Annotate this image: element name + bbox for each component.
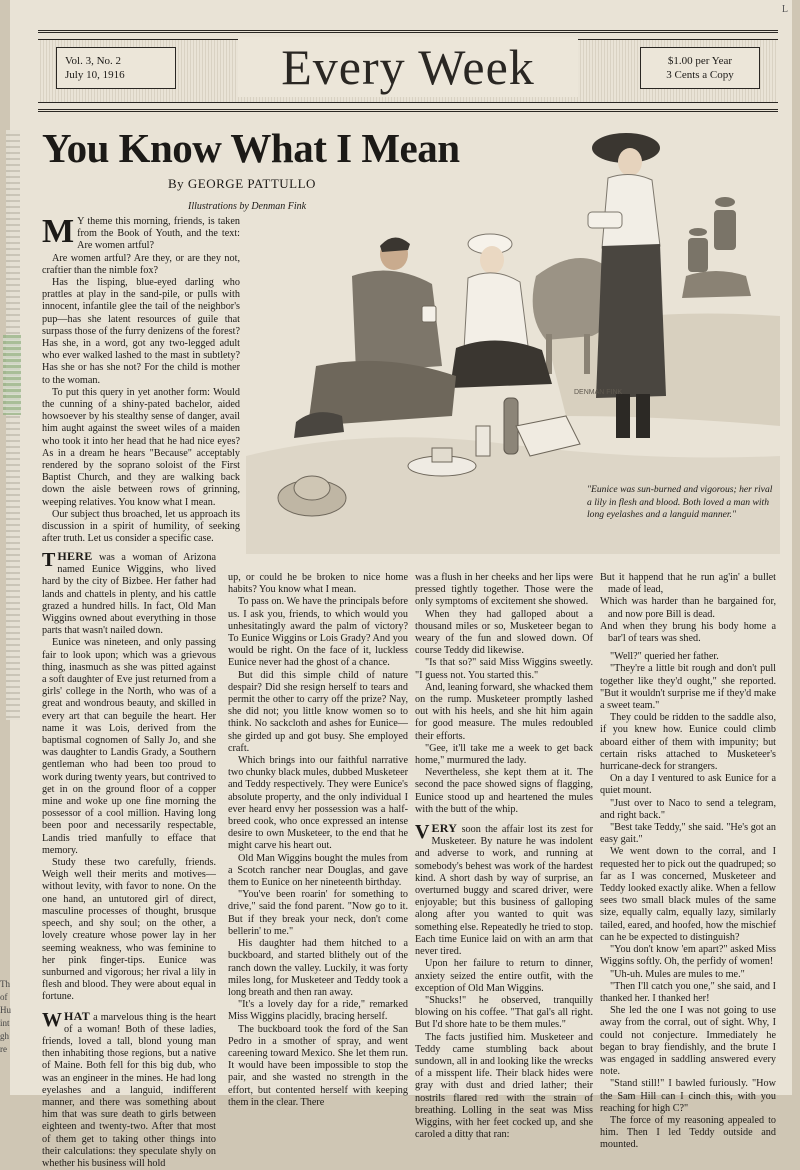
column-1-first-text: was a woman of Arizona named Eunice Wiggins, who lived hard by the city of Bizbee. Her father had lands and chattels in plenty, and his cattle grazed a hundred hills. In fact, Old Man Wiggins owned about everything in those parts that wasn't nailed down.	[42, 552, 216, 637]
column-3-paragraph: "Is that so?" said Miss Wiggins sweetly. "I guess not. You started this."	[415, 657, 593, 681]
column-4-paragraph: They could be ridden to the saddle also, if you knew how. Eunice could climb aboard either of them with impunity; but certain risks attached to Musketeer's hurricane-deck for strangers.	[600, 712, 776, 773]
fragment-line: Hu	[0, 1005, 11, 1015]
column-3-paragraph: Upon her failure to return to dinner, anxiety seized the entire outfit, with the exception of Old Man Wiggins.	[415, 958, 593, 994]
verse-line: And when they brung his body home a bar'l of tears was shed.	[600, 620, 776, 645]
verse-line: But it happend that he run ag'in' a bullet made of lead,	[600, 572, 776, 596]
column-1	[42, 549, 216, 1169]
section-initial: V	[415, 821, 430, 844]
column-3-paragraph: And, leaning forward, she whacked them on the rump. Musketeer promptly lashed out with his heels, and she hit him again for good measure. The mules redoubled their efforts.	[415, 681, 593, 742]
artist-signature: DENMAN FINK	[574, 389, 623, 396]
column-4-paragraph: We went down to the corral, and I requested her to pick out the quadruped; so far as I was concerned, Musketeer and Teddy looked exactly alike. When a fellow sees two small black mules of the same size, equally calm, equally lazy, similarly tailed, eared, and hoofed, how the mischief can he be expected to distinguish?	[600, 846, 776, 943]
column-1-paragraph: Eunice was nineteen, and only passing fair to look upon; which was a grievous thing, inasmuch as she was pitted against a soft daughter of Eve just returned from a girls' college in the North, who was of a great and wondrous beauty, and skilled in every art that can beguile the heart. Her name it was Lois, derived from the baptismal cognomen of Sally Jo, and she was daughter to Landis Grady, a Southern gentleman who had been too proud to work during twenty years, but contrived to get in on the ground floor of a copper mine and woke up one fine morning the possessor of a cool million. Having long been poor and necessarily respectable, Landis tried manfully to efface that memory.	[42, 637, 216, 856]
column-3-paragraph: Nevertheless, she kept them at it. The second the pace showed signs of flagging, Eunice stood up and heartened the mules with the butt of the whip.	[415, 767, 593, 815]
section-initial: T	[42, 549, 56, 571]
background-rider-figures	[682, 197, 751, 298]
column-1-second-lead	[42, 1010, 216, 1170]
intro-first-paragraph	[42, 213, 240, 253]
column-3-second-lead	[415, 822, 593, 958]
column-4-paragraph: "You don't know 'em apart?" asked Miss Wiggins softly. Oh, the perfidy of women!	[600, 944, 776, 968]
article-headline: You Know What I Mean	[42, 125, 460, 171]
column-2-paragraph: "It's a lovely day for a ride," remarked Miss Wiggins placidly, bracing herself.	[228, 999, 408, 1023]
column-4-paragraph: She led the one I was not going to use away from the corral, out of sight. Why, I could not conjecture. Immediately he began to bray fiendishly, and the brute I was engaged in saddling answered every note.	[600, 1005, 776, 1078]
song-verse	[600, 572, 776, 645]
column-2-paragraph: up, or could he be broken to nice home habits? You know what I mean.	[228, 572, 408, 596]
column-2-paragraph: To pass on. We have the principals before us. I ask you, friends, to which would you unhesitatingly award the palm of victory? To Eunice Wiggins or Lois Grady? And you would be right. On the face of it, luckless Eunice never had the ghost of a chance.	[228, 596, 408, 669]
section-lead-word: HAT	[64, 1008, 91, 1023]
drop-cap: M	[42, 213, 75, 250]
column-4-paragraph: "Well?" queried her father.	[610, 651, 719, 663]
column-2-paragraph: But did this simple child of nature despair? Did she resign herself to tears and permit the other to carry off the prize? Nay, she did not; you little know women so to think. No sackcloth and ashes for Eunice—she girded up and got busy. She employed craft.	[228, 669, 408, 754]
illustration-caption: "Eunice was sun-burned and vigorous; her rival a lily in flesh and blood. Both loved a man with long eyelashes and a languid manner."	[587, 484, 773, 520]
column-4-paragraph: "Uh-uh. Mules are mules to me."	[610, 968, 745, 980]
column-2-paragraph: Old Man Wiggins bought the mules from a Scotch rancher near Douglas, and gave them to Eunice on her nineteenth birthday.	[228, 852, 408, 889]
issue-info-box	[56, 47, 176, 89]
previous-page-fragment	[0, 978, 28, 1056]
section-lead-word: ERY	[431, 821, 458, 836]
column-3-paragraph: When they had galloped about a thousand miles or so, Musketeer began to weary of the fun and slowed down. Of course Teddy did likewise.	[415, 608, 593, 657]
column-4-paragraph: The force of my reasoning appealed to him. Then I led Teddy outside and mounted.	[600, 1114, 776, 1151]
column-2-paragraph: "You've been roarin' for something to drive," said the fond parent. "Now go to it. But if they break your neck, don't come bellerin' to me."	[228, 889, 408, 937]
issue-date: July 10, 1916	[65, 69, 125, 81]
column-3-paragraph: was a flush in her cheeks and her lips were pressed tightly together. Those were the only symptoms of excitement she showed.	[415, 572, 593, 608]
intro-first-text: Y theme this morning, friends, is taken from the Book of Youth, and the text: Are women artful?	[77, 216, 240, 252]
intro-paragraph: Our subject thus broached, let us approach its discussion in a spirit of humility, of seeking after truth. Let us consider a specific case.	[42, 508, 240, 545]
column-3-paragraph: "Gee, it'll take me a week to get back home," murmured the lady.	[415, 742, 593, 767]
column-4-paragraph: "They're a little bit rough and don't pull together like they'd ought," she reported. "But it wouldn't surprise me if they'd make a sweet team."	[600, 663, 776, 712]
column-1-lead-paragraph	[42, 550, 216, 637]
fragment-line: Th	[0, 979, 10, 989]
fragment-line: of	[0, 992, 8, 1002]
illustration-credit: Illustrations by Denman Fink	[188, 201, 307, 212]
column-4-paragraph: "Best take Teddy," she said. "He's got an easy gait."	[600, 822, 776, 846]
binding-edge	[6, 130, 20, 720]
verse-line: Which was harder than he bargained for, and now pore Bill is dead.	[600, 596, 776, 620]
column-2-paragraph: The buckboard took the ford of the San Pedro in a smother of spray, and went careening toward Mexico. She let them run. It would have been impossible to stop the pair, and she wasted no strength in the effort, but contented herself with keeping them in the clear. There	[228, 1023, 408, 1108]
column-4-paragraph: "Just over to Naco to send a telegram, and right back."	[600, 797, 776, 821]
column-1-second-text: a marvelous thing is the heart of a woman! Both of these ladies, friends, loved a tall, blond young man then inhabiting those regions, but a native of Maine. Both fell for this big dub, who was an engineer in the mines. He had long eyelashes and a languid, indifferent manner, and there was something about him that was sure death to girls between eighteen and twenty-two. After that most of them get to taking other things into their calculations: they speculate shyly on whether his business will hold	[42, 1011, 216, 1169]
column-3-paragraph: The facts justified him. Musketeer and Teddy came stumbling back about sundown, all in and looking like the wrecks of a misspent life. Their black hides were gray with dust and dried lather; their nostrils flared red with the strain of breathing. Lolling in the seat was Miss Wiggins, with her feet cocked up, and she caroled a ditty that ran:	[415, 1031, 593, 1141]
seated-man-figure	[294, 237, 456, 438]
column-1-paragraph: Study these two carefully, friends. Weigh well their merits and motives—without levity, with favor to none. On the one hand, an untutored girl of direct, masculine processes of thought, brusque speech, and shy soul; on the other, a lovely creature whose power lay in her seeming weakness, who was feminine to her pink finger-tips. Eunice was sunburned and vigorous; her rival a lily in flesh and blood. They were about equal in fortune.	[42, 857, 216, 1003]
column-3	[415, 572, 593, 1141]
price-box	[640, 47, 760, 89]
volume-number: Vol. 3, No. 2	[65, 55, 122, 67]
copy-price: 3 Cents a Copy	[666, 69, 734, 81]
column-2-paragraph: His daughter had them hitched to a buckboard, and started blithely out of the ranch down the valley. Luckily, it was forty miles long, for Musketeer and Teddy took a long breath and then ran away.	[228, 938, 408, 998]
binding-tape	[3, 335, 21, 415]
section-initial: W	[42, 1008, 62, 1031]
column-3-paragraph: "Shucks!" he observed, tranquilly blowing on his coffee. "That gal's all right. But I'd shore hate to be them mules."	[415, 994, 593, 1031]
corner-mark: L	[781, 4, 788, 15]
column-2	[228, 572, 408, 1108]
fragment-line: int	[0, 1018, 10, 1028]
masthead	[38, 30, 778, 112]
column-3-second-text: soon the affair lost its zest for Musketeer. By nature he was indolent and adverse to work, and running at somebody's behest was work of the hardest kind. A short dash by way of surprise, an overturned buggy and scared driver, were enjoyable; but this business of galloping along after you wanted to quit was something else. Repeatedly he tried to stop. Each time Eunice laid on with an arm that never tired.	[415, 824, 593, 958]
intro-paragraph: To put this query in yet another form: Would the cunning of a shiny-pated bachelor, aided howsoever by his stealthy sense of danger, avail him aught against the sweet wiles of a maiden who took it into her head that he had nice eyes? As in a dream he hears "Because" acceptably rendered by the soprano soloist of the First Baptist Church, and they are walking back down the aisle between rows of grinning, weeping relatives. You know what I mean.	[42, 386, 240, 508]
intro-text	[42, 213, 240, 566]
intro-paragraph: Are women artful? Are they, or are they not, craftier than the nimble fox?	[42, 252, 240, 276]
yearly-price: $1.00 per Year	[667, 55, 733, 67]
column-4-paragraph: On a day I ventured to ask Eunice for a quiet mount.	[600, 773, 776, 797]
column-4	[600, 572, 776, 1151]
magazine-title: Every Week	[238, 37, 578, 97]
magazine-page	[10, 0, 792, 1169]
fragment-line: gh	[0, 1031, 9, 1041]
section-lead-word: HERE	[57, 549, 93, 563]
column-4-paragraph: "Then I'll catch you one," she said, and I thanked her. I thanked her!	[600, 980, 776, 1004]
column-2-paragraph: Which brings into our faithful narrative two chunky black mules, dubbed Musketeer and Teddy respectively. They were Eunice's absolute property, and the only individual I ever heard envy her possession was a half-breed cook, who once expressed an intense desire to own Musketeer, to the end that he might carve his heart out.	[228, 755, 408, 852]
article-byline: By GEORGE PATTULLO	[168, 176, 316, 191]
fragment-line: re	[0, 1044, 7, 1054]
column-4-paragraph: "Stand still!" I bawled furiously. "How the Sam Hill can I cinch this, with you reaching for high C?"	[600, 1078, 776, 1114]
intro-paragraph: Has the lisping, blue-eyed darling who prattles at play in the sand-pile, or pulls with innocent, infantile glee the tail of the neighbor's pup—has she latent resources of guile that surpass those of the furry denizens of the forest? Has she, in a word, got any two-legged adult who ever walked lashed to the mast in subtlety? Has she or has she not? For the child is mother to the woman.	[42, 277, 240, 386]
